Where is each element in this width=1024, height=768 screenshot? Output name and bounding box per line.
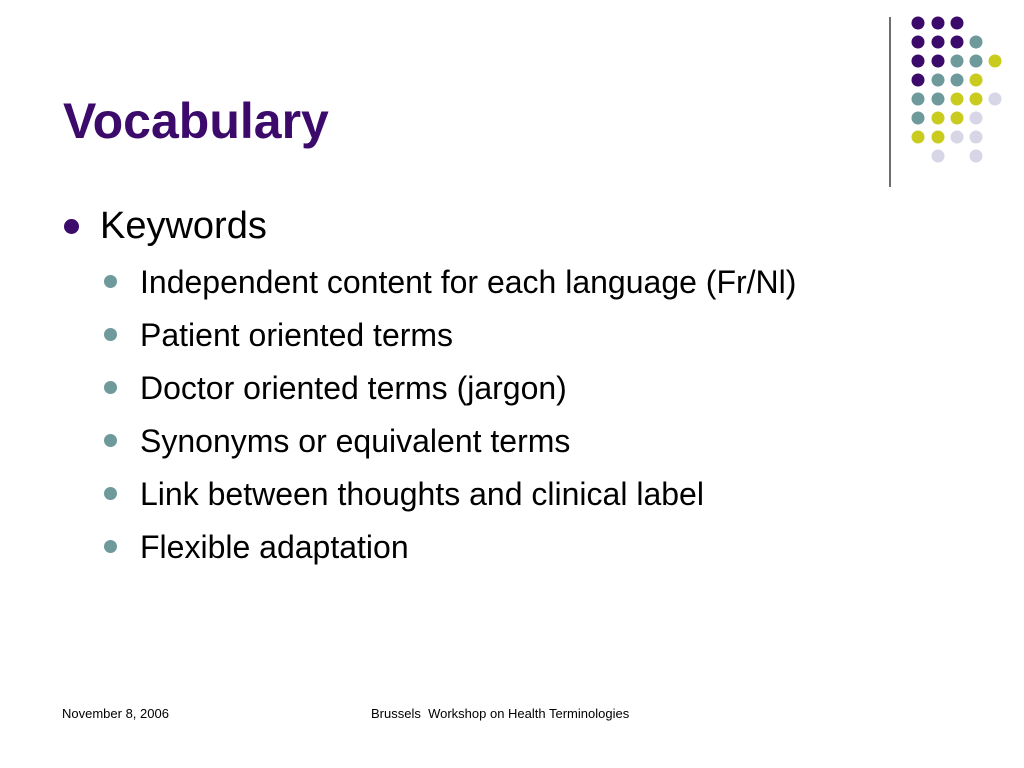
decorative-dot [989, 55, 1002, 68]
decorative-dot [951, 36, 964, 49]
bullet-text: Keywords [100, 205, 267, 247]
slide-title: Vocabulary [63, 93, 329, 149]
decorative-dot [951, 131, 964, 144]
sub-bullet-text: Doctor oriented terms (jargon) [140, 370, 567, 406]
decorative-dot [970, 131, 983, 144]
sub-bullet-item [0, 419, 1024, 463]
decorative-dot [951, 93, 964, 106]
sub-bullet-item [0, 366, 1024, 410]
sub-bullet-dot-icon [104, 381, 117, 394]
divider-line [889, 17, 891, 187]
decorative-dot [932, 74, 945, 87]
footer-title: Brussels Workshop on Health Terminologies [371, 706, 630, 721]
decorative-dot [932, 112, 945, 125]
decorative-dot [951, 112, 964, 125]
decorative-dot [912, 17, 925, 30]
sub-bullet-item [0, 472, 1024, 516]
footer-date: November 8, 2006 [62, 706, 169, 721]
sub-bullet-text: Flexible adaptation [140, 529, 409, 565]
decorative-dot [912, 36, 925, 49]
decorative-dot [970, 36, 983, 49]
decorative-dot [932, 93, 945, 106]
decorative-dot [989, 93, 1002, 106]
sub-bullet-text: Link between thoughts and clinical label [140, 476, 704, 512]
decorative-dot [912, 131, 925, 144]
sub-bullet-text: Independent content for each language (Fr/Nl) [140, 264, 797, 300]
sub-bullet-item [0, 313, 1024, 357]
decorative-dot [970, 55, 983, 68]
decorative-dot [932, 36, 945, 49]
sub-bullet-dot-icon [104, 487, 117, 500]
sub-bullet-text: Synonyms or equivalent terms [140, 423, 571, 459]
decorative-dot [912, 74, 925, 87]
decorative-dot [970, 150, 983, 163]
sub-bullet-dot-icon [104, 434, 117, 447]
decorative-dot [932, 150, 945, 163]
decorative-dot [970, 112, 983, 125]
sub-bullet-dot-icon [104, 275, 117, 288]
sub-bullet-dot-icon [104, 540, 117, 553]
decorative-dot-grid [0, 0, 1024, 200]
sub-bullet-dot-icon [104, 328, 117, 341]
bullet-item-keywords [0, 199, 1024, 253]
decorative-dot [951, 17, 964, 30]
decorative-dot [912, 112, 925, 125]
decorative-dot [951, 74, 964, 87]
sub-bullet-text: Patient oriented terms [140, 317, 454, 353]
decorative-dot [932, 17, 945, 30]
decorative-dot [912, 55, 925, 68]
bullet-dot-icon [64, 219, 79, 234]
decorative-dot [970, 93, 983, 106]
sub-bullet-item [0, 260, 1024, 304]
decorative-dot [951, 55, 964, 68]
decorative-dot [912, 93, 925, 106]
decorative-dot [932, 55, 945, 68]
decorative-dot [932, 131, 945, 144]
sub-bullet-item [0, 525, 1024, 569]
decorative-dot [970, 74, 983, 87]
